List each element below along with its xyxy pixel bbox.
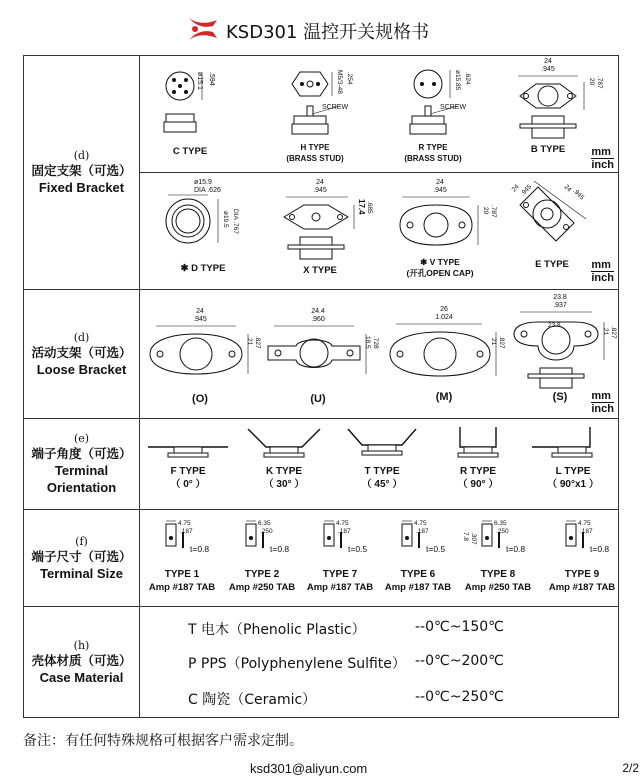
terminal-thickness: t=0.8 xyxy=(270,544,290,554)
v-type-item xyxy=(390,179,497,279)
m-dim4: .827 xyxy=(498,336,505,349)
k-type-drawing xyxy=(240,425,328,465)
orientation-angle: （ 90° ） xyxy=(457,479,499,490)
loose-o-item xyxy=(144,308,261,406)
m-dim1: 26 xyxy=(440,306,448,313)
terminal-orientation-content xyxy=(140,419,619,510)
loose-u-label: (U) xyxy=(310,393,326,405)
terminal-width-inch: .187 xyxy=(180,528,193,535)
orientation-l xyxy=(528,425,618,491)
x-dim4: .685 xyxy=(366,201,373,214)
terminal-type: TYPE 1 xyxy=(164,569,200,580)
fixed-bracket-label xyxy=(24,56,140,290)
section-letter: (e) xyxy=(73,432,90,445)
v-dim3: 20 xyxy=(482,207,489,215)
terminal-item xyxy=(378,518,458,594)
terminal-extra-dim-inch: .307 xyxy=(470,532,477,545)
x-dim2: .945 xyxy=(313,187,327,194)
o-dim3: 21 xyxy=(246,338,253,346)
t-type-drawing xyxy=(338,425,426,465)
o-dim2: .945 xyxy=(193,316,207,323)
h-screw-label: SCREW xyxy=(322,104,349,111)
terminal-orientation-row xyxy=(24,419,619,510)
d-dim1: ø15.9 xyxy=(194,179,212,186)
case-material-row xyxy=(24,607,619,718)
units-label-2 xyxy=(591,259,614,284)
b-type-label: B TYPE xyxy=(530,144,566,155)
h-type-item xyxy=(270,62,360,164)
units-mm: mm xyxy=(591,146,614,159)
u-dim3: 18.5 xyxy=(364,336,371,349)
section-letter: (h) xyxy=(73,638,90,652)
spec-table xyxy=(23,55,619,718)
e-dim1: 24 xyxy=(510,183,521,194)
units-inch: inch xyxy=(591,272,614,284)
d-dim3: ø19.5 xyxy=(222,211,229,228)
x-type-label: X TYPE xyxy=(303,265,337,276)
units-mm: mm xyxy=(591,390,614,403)
terminal-width: 4.75 xyxy=(414,520,427,527)
d-type-label: ✱ D TYPE xyxy=(180,263,226,274)
loose-s-item xyxy=(508,294,617,404)
terminal-size-row xyxy=(24,510,619,607)
v-type-label: ✱ V TYPE xyxy=(420,257,460,267)
u-dim1: 24.4 xyxy=(311,308,325,315)
x-dim3: 17.4 xyxy=(357,199,366,215)
terminal-amp: Amp #250 TAB xyxy=(464,582,532,593)
terminal-extra-dim: 7.8 xyxy=(462,532,469,542)
fixed-row-1 xyxy=(140,56,618,172)
terminal-orientation-label xyxy=(24,419,140,510)
c-dim2: .594 xyxy=(208,72,215,86)
terminal-width: 4.75 xyxy=(578,520,591,527)
b-dim2: .945 xyxy=(541,66,555,73)
terminal-thickness: t=0.5 xyxy=(348,544,368,554)
terminal-width-inch: .250 xyxy=(260,528,273,535)
e-type-item xyxy=(504,179,600,270)
material-ceramic-temp: --0℃~250℃ xyxy=(415,689,504,705)
loose-bracket-row xyxy=(24,290,619,419)
terminal-amp: Amp #250 TAB xyxy=(228,582,296,593)
s-dim1: 23.8 xyxy=(553,294,567,301)
section-cn: 壳体材质（可选） xyxy=(31,652,132,668)
loose-m-drawing xyxy=(386,322,502,380)
c-type-item xyxy=(150,62,230,157)
d-type-item xyxy=(148,179,258,274)
terminal-size-content xyxy=(140,510,619,607)
r-screw-label: SCREW xyxy=(440,104,467,111)
r-type-item xyxy=(388,62,478,164)
orientation-f xyxy=(144,425,232,491)
terminal-thickness: t=0.5 xyxy=(426,544,446,554)
d-dim2: DIA .626 xyxy=(194,187,221,194)
b-dim1: 24 xyxy=(544,58,552,65)
terminal-type: TYPE 2 xyxy=(244,569,280,580)
v-type-sublabel: (开孔OPEN CAP) xyxy=(406,268,474,278)
material-pps-temp: --0℃~200℃ xyxy=(415,653,504,669)
e-dim4: .945 xyxy=(571,187,586,202)
x-type-item xyxy=(270,179,373,276)
s-dim2: .937 xyxy=(553,302,567,309)
terminal-type: TYPE 6 xyxy=(400,569,436,580)
b-type-item xyxy=(502,58,603,155)
x-type-drawing xyxy=(270,195,370,265)
d-dim4: DIA .767 xyxy=(232,209,239,234)
section-cn: 端子角度（可选） xyxy=(31,446,132,461)
b-dim4: .787 xyxy=(596,76,603,89)
f-type-drawing xyxy=(144,425,232,465)
orientation-name: F TYPE xyxy=(170,466,206,477)
section-en-2: Orientation xyxy=(46,480,117,495)
section-en: Fixed Bracket xyxy=(38,180,125,195)
section-letter: (d) xyxy=(73,330,90,344)
o-dim1: 24 xyxy=(196,308,204,315)
units-mm: mm xyxy=(591,259,614,272)
fixed-bracket-content xyxy=(140,56,619,290)
terminal-thickness: t=0.8 xyxy=(590,544,610,554)
page-number: 2/2 xyxy=(622,761,639,775)
orientation-name: R TYPE xyxy=(459,466,497,477)
section-cn: 端子尺寸（可选） xyxy=(31,548,132,564)
b-dim3: 20 xyxy=(588,78,595,86)
r-dim2: .624 xyxy=(464,72,471,85)
v-dim1: 24 xyxy=(436,179,444,186)
h-dim1: M5/3-48 xyxy=(336,70,343,94)
orientation-k xyxy=(240,425,328,491)
page-title: KSD301 温控开关规格书 xyxy=(226,22,430,43)
fixed-bracket-row xyxy=(24,56,619,290)
section-letter: (f) xyxy=(75,534,88,548)
terminal-width-inch: .187 xyxy=(338,528,351,535)
terminal-width-inch: .187 xyxy=(416,528,429,535)
terminal-width: 6.35 xyxy=(494,520,507,527)
m-dim2: 1.024 xyxy=(435,314,453,321)
s-dim4: 21 xyxy=(602,328,609,336)
orientation-angle: （ 0° ） xyxy=(170,479,206,490)
section-cn: 固定支架（可选） xyxy=(31,163,132,178)
section-en: Terminal Size xyxy=(40,565,123,581)
loose-u-drawing xyxy=(262,324,374,380)
material-pps: P PPS（Polyphenylene Sulfite） xyxy=(188,656,406,672)
r-type-sublabel: (BRASS STUD) xyxy=(404,154,462,163)
remark-note: 备注：有任何特殊规格可根据客户需求定制。 xyxy=(23,733,303,749)
units-inch: inch xyxy=(591,403,614,415)
material-phenolic: T 电木（Phenolic Plastic） xyxy=(188,622,366,638)
terminal-thickness: t=0.8 xyxy=(506,544,526,554)
b-type-drawing xyxy=(502,74,594,144)
terminal-width: 4.75 xyxy=(336,520,349,527)
terminal-width-inch: .187 xyxy=(580,528,593,535)
terminal-width-inch: .250 xyxy=(496,528,509,535)
terminal-type: TYPE 8 xyxy=(480,569,516,580)
loose-m-label: (M) xyxy=(435,391,453,403)
section-en: Terminal xyxy=(54,463,109,478)
orientation-name: K TYPE xyxy=(265,466,303,477)
section-en: Case Material xyxy=(39,669,124,685)
terminal-amp: Amp #187 TAB xyxy=(548,582,616,593)
s-dim3: 23.8 xyxy=(548,322,561,329)
r-dim1: ø15.85 xyxy=(454,70,461,91)
terminal-type: TYPE 7 xyxy=(322,569,358,580)
h-dim2: .254 xyxy=(346,72,353,85)
loose-o-drawing xyxy=(144,324,256,380)
r-type-label: R TYPE xyxy=(418,143,448,152)
section-letter: (d) xyxy=(73,149,90,162)
m-dim3: 21 xyxy=(490,338,497,346)
orientation-angle: （ 30° ） xyxy=(263,479,305,490)
e-dim3: 24 xyxy=(562,183,573,194)
units-label xyxy=(591,146,614,171)
v-type-drawing xyxy=(390,195,490,257)
e-dim2: .945 xyxy=(519,183,534,198)
terminal-width: 4.75 xyxy=(178,520,191,527)
u-dim2: .960 xyxy=(311,316,325,323)
loose-m-item xyxy=(386,306,505,404)
c-type-label: C TYPE xyxy=(172,146,208,157)
orientation-angle: （ 45° ） xyxy=(361,479,403,490)
v-dim2: .945 xyxy=(433,187,447,194)
o-dim4: .827 xyxy=(254,336,261,349)
h-type-sublabel: (BRASS STUD) xyxy=(286,154,344,163)
terminal-item xyxy=(458,518,538,594)
h-type-label: H TYPE xyxy=(300,143,330,152)
case-material-content xyxy=(140,607,619,718)
orientation-angle: （ 90°x1 ） xyxy=(547,479,599,490)
footer-email[interactable]: ksd301@aliyun.com xyxy=(250,761,368,776)
loose-u-item xyxy=(262,308,379,406)
loose-s-label: (S) xyxy=(552,391,568,403)
s-dim5: .827 xyxy=(610,326,617,339)
page-header xyxy=(0,8,643,48)
loose-bracket-content xyxy=(140,290,619,419)
terminal-type: TYPE 9 xyxy=(564,569,600,580)
terminal-amp: Amp #187 TAB xyxy=(148,582,216,593)
fixed-row-2 xyxy=(140,172,618,289)
terminal-amp: Amp #187 TAB xyxy=(384,582,452,593)
l-type-drawing xyxy=(528,425,618,465)
orientation-t xyxy=(338,425,426,491)
orientation-r xyxy=(434,425,522,491)
terminal-item xyxy=(222,518,302,594)
orientation-name: T TYPE xyxy=(364,466,400,477)
terminal-item xyxy=(142,518,222,594)
loose-bracket-label xyxy=(24,290,140,419)
orientation-name: L TYPE xyxy=(555,466,591,477)
terminal-width: 6.35 xyxy=(258,520,271,527)
v-dim4: .787 xyxy=(490,205,497,218)
loose-o-label: (O) xyxy=(192,393,208,405)
terminal-item xyxy=(542,518,622,594)
x-dim1: 24 xyxy=(316,179,324,186)
material-phenolic-temp: --0℃~150℃ xyxy=(415,619,504,635)
section-cn: 活动支架（可选） xyxy=(31,344,132,360)
terminal-item xyxy=(300,518,380,594)
c-type-drawing xyxy=(150,62,230,140)
e-type-label: E TYPE xyxy=(535,259,569,270)
units-label-3 xyxy=(591,390,614,415)
section-en: Loose Bracket xyxy=(36,361,127,377)
company-logo-icon xyxy=(185,14,219,44)
case-material-label xyxy=(24,607,140,718)
terminal-amp: Amp #187 TAB xyxy=(306,582,374,593)
units-inch: inch xyxy=(591,159,614,171)
terminal-thickness: t=0.8 xyxy=(190,544,210,554)
u-dim4: .728 xyxy=(372,336,379,349)
material-ceramic: C 陶瓷（Ceramic） xyxy=(188,692,317,708)
terminal-size-label xyxy=(24,510,140,607)
r-type-orientation-drawing xyxy=(434,425,522,465)
c-dim1: ø15.1 xyxy=(196,72,203,90)
